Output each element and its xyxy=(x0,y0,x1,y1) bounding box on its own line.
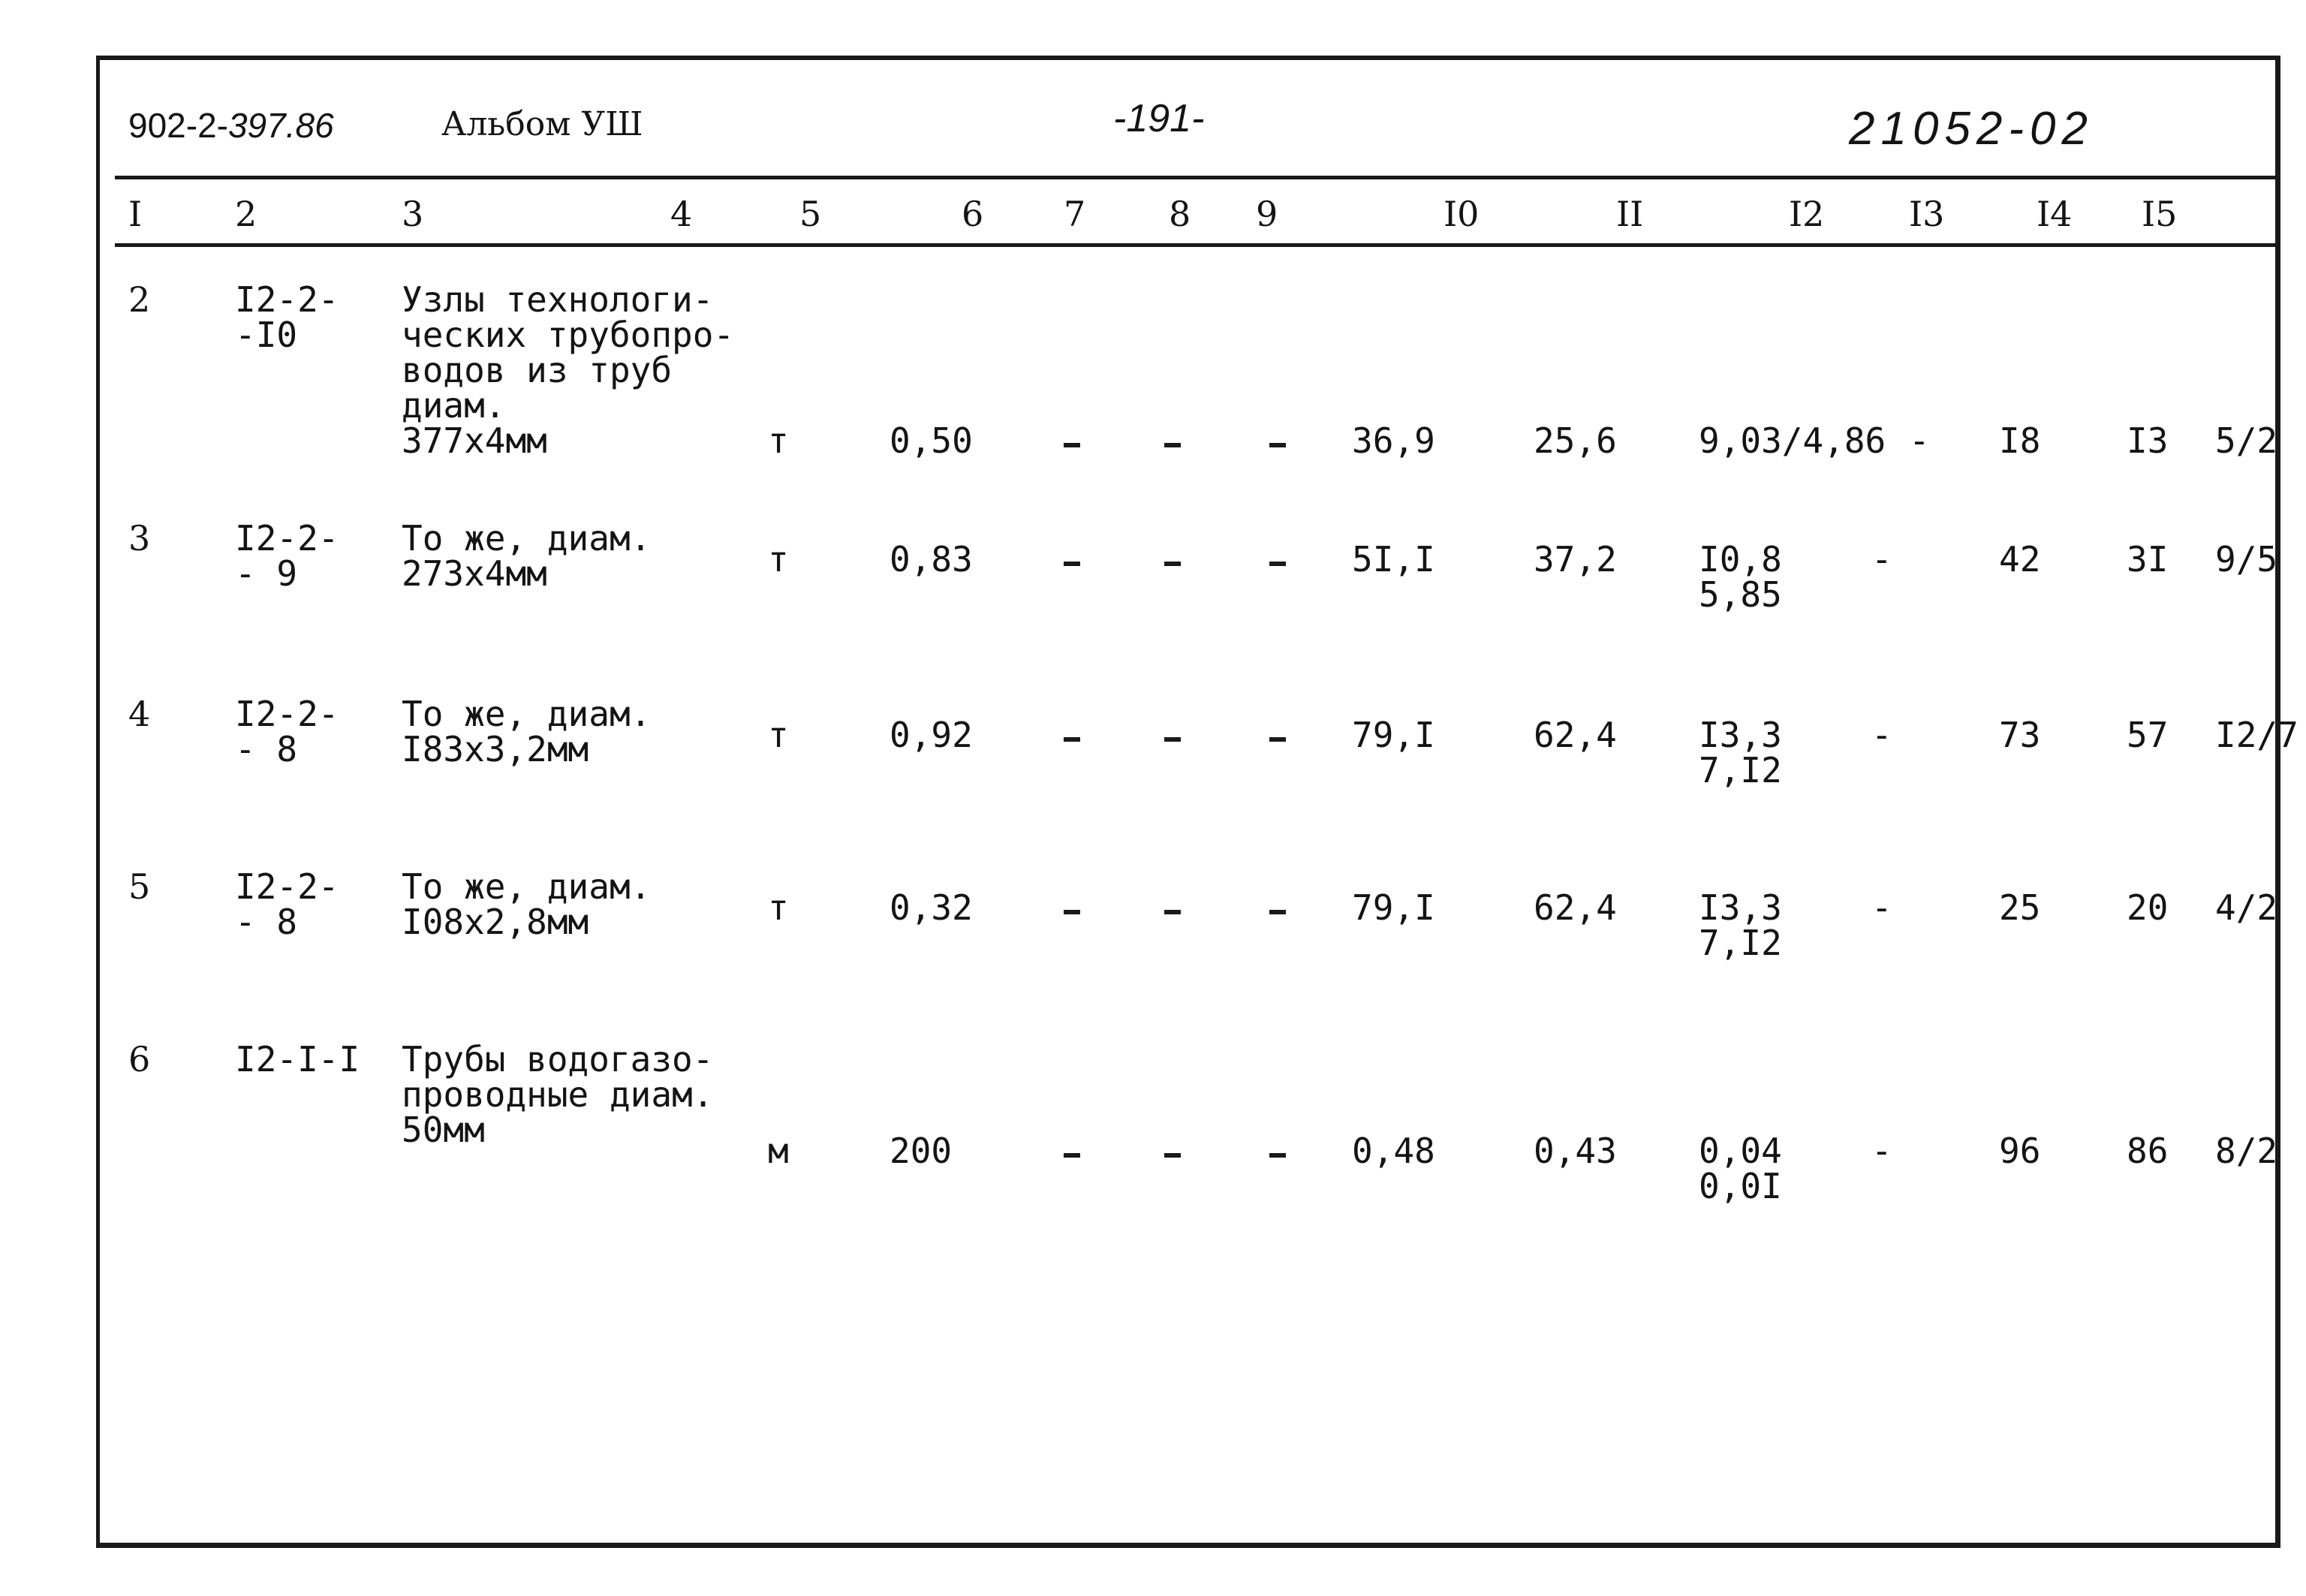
dash-mark xyxy=(1164,910,1181,914)
cost-value-12: - xyxy=(1871,715,1892,755)
value-14: 20 xyxy=(2127,887,2169,928)
value-14: 3I xyxy=(2127,539,2169,580)
header-rule-top xyxy=(115,176,2275,179)
column-number-6: 6 xyxy=(962,194,984,234)
column-number-10: I0 xyxy=(1444,194,1480,234)
quantity: 200 xyxy=(890,1131,953,1171)
row-number: 4 xyxy=(128,694,151,734)
empty-value-dash xyxy=(1064,542,1085,577)
column-number-5: 5 xyxy=(799,194,822,234)
code-suffix: 397.86 xyxy=(227,106,334,145)
cost-value-12: - xyxy=(1871,1131,1892,1171)
empty-value-dash xyxy=(1164,542,1185,577)
column-number-15: I5 xyxy=(2142,194,2178,234)
item-description: То же, диам. I08х2,8мм xyxy=(402,866,652,942)
cost-value-10: 62,4 xyxy=(1534,715,1617,755)
column-number-8: 8 xyxy=(1169,194,1191,234)
cost-value-12: - xyxy=(1871,539,1892,580)
cost-total: 79,I xyxy=(1352,887,1435,928)
item-description: То же, диам. I83х3,2мм xyxy=(402,694,652,769)
dash-mark xyxy=(1269,1153,1286,1158)
document-sheet xyxy=(96,56,2298,1548)
value-15: 9/5 xyxy=(2215,539,2278,580)
cost-total: 79,I xyxy=(1352,715,1435,755)
document-number: 21052-02 xyxy=(1849,103,2094,155)
cost-value-11: I0,8 5,85 xyxy=(1699,539,1782,615)
column-number-9: 9 xyxy=(1256,194,1278,234)
cost-value-12: - xyxy=(1871,887,1892,928)
value-15: 4/2 xyxy=(2215,887,2278,928)
cost-value-10: 62,4 xyxy=(1534,887,1617,928)
dash-mark xyxy=(1269,910,1286,914)
empty-value-dash xyxy=(1269,718,1290,753)
rate-code: I2-2- - 9 xyxy=(235,518,339,594)
value-13: 96 xyxy=(1999,1131,2041,1171)
dash-mark xyxy=(1064,443,1080,447)
empty-value-dash xyxy=(1269,1134,1290,1169)
cost-value-11: 0,04 0,0I xyxy=(1699,1131,1782,1206)
value-15: I2/7 xyxy=(2215,715,2298,755)
empty-value-dash xyxy=(1064,1134,1085,1169)
value-15: 8/2 xyxy=(2215,1131,2278,1171)
empty-value-dash xyxy=(1064,718,1085,753)
row-number: 6 xyxy=(128,1039,151,1080)
cost-value-11: 9,03/4,86 xyxy=(1699,420,1886,461)
value-13: 42 xyxy=(1999,539,2041,580)
dash-mark xyxy=(1164,1153,1181,1158)
rate-code: I2-I-I xyxy=(235,1039,360,1080)
value-15: 5/2 xyxy=(2215,420,2278,461)
dash-mark xyxy=(1164,562,1181,566)
dash-mark xyxy=(1064,1153,1080,1158)
cost-value-10: 37,2 xyxy=(1534,539,1617,580)
unit: т xyxy=(768,887,789,928)
quantity: 0,83 xyxy=(890,539,973,580)
column-number-14: I4 xyxy=(2037,194,2073,234)
unit: м xyxy=(768,1131,789,1171)
empty-value-dash xyxy=(1164,718,1185,753)
empty-value-dash xyxy=(1269,890,1290,926)
cost-total: 0,48 xyxy=(1352,1131,1435,1171)
empty-value-dash xyxy=(1269,542,1290,577)
cost-total: 36,9 xyxy=(1352,420,1435,461)
cost-value-10: 0,43 xyxy=(1534,1131,1617,1171)
item-description: Трубы водогазо- проводные диам. 50мм xyxy=(402,1039,714,1150)
dash-mark xyxy=(1164,443,1181,447)
dash-mark xyxy=(1064,737,1080,742)
album-label: Альбом УШ xyxy=(441,105,643,143)
cost-value-10: 25,6 xyxy=(1534,420,1617,461)
value-13: I8 xyxy=(1999,420,2041,461)
code-prefix: 902-2- xyxy=(128,106,228,145)
empty-value-dash xyxy=(1064,890,1085,926)
dash-mark xyxy=(1064,562,1080,566)
column-number-2: 2 xyxy=(235,194,257,234)
column-number-1: I xyxy=(128,194,143,234)
header-rule-bottom xyxy=(115,243,2275,247)
empty-value-dash xyxy=(1164,423,1185,459)
column-number-11: II xyxy=(1616,194,1644,234)
unit: т xyxy=(768,539,789,580)
unit: т xyxy=(768,715,789,755)
item-description: Узлы технологи- ческих трубопро- водов из труб диам. 377х4мм xyxy=(402,279,735,461)
rate-code: I2-2- - 8 xyxy=(235,866,339,942)
dash-mark xyxy=(1269,443,1286,447)
column-number-7: 7 xyxy=(1064,194,1086,234)
value-14: 57 xyxy=(2127,715,2169,755)
quantity: 0,32 xyxy=(890,887,973,928)
rate-code: I2-2- - 8 xyxy=(235,694,339,769)
dash-mark xyxy=(1064,910,1080,914)
dash-mark xyxy=(1164,737,1181,742)
quantity: 0,92 xyxy=(890,715,973,755)
item-description: То же, диам. 273х4мм xyxy=(402,518,652,594)
column-number-12: I2 xyxy=(1789,194,1825,234)
cost-value-12: - xyxy=(1909,420,1930,461)
empty-value-dash xyxy=(1164,890,1185,926)
document-code xyxy=(128,105,334,146)
page-number: -191- xyxy=(1113,97,1205,140)
row-number: 2 xyxy=(128,279,151,320)
value-13: 73 xyxy=(1999,715,2041,755)
column-number-3: 3 xyxy=(402,194,424,234)
unit: т xyxy=(768,420,789,461)
row-number: 5 xyxy=(128,866,151,907)
empty-value-dash xyxy=(1269,423,1290,459)
quantity: 0,50 xyxy=(890,420,973,461)
empty-value-dash xyxy=(1064,423,1085,459)
value-13: 25 xyxy=(1999,887,2041,928)
value-14: 86 xyxy=(2127,1131,2169,1171)
row-number: 3 xyxy=(128,518,151,559)
cost-value-11: I3,3 7,I2 xyxy=(1699,715,1782,790)
cost-value-11: I3,3 7,I2 xyxy=(1699,887,1782,963)
empty-value-dash xyxy=(1164,1134,1185,1169)
column-number-13: I3 xyxy=(1909,194,1945,234)
column-number-4: 4 xyxy=(670,194,693,234)
dash-mark xyxy=(1269,562,1286,566)
dash-mark xyxy=(1269,737,1286,742)
cost-total: 5I,I xyxy=(1352,539,1435,580)
rate-code: I2-2- -I0 xyxy=(235,279,339,355)
value-14: I3 xyxy=(2127,420,2169,461)
